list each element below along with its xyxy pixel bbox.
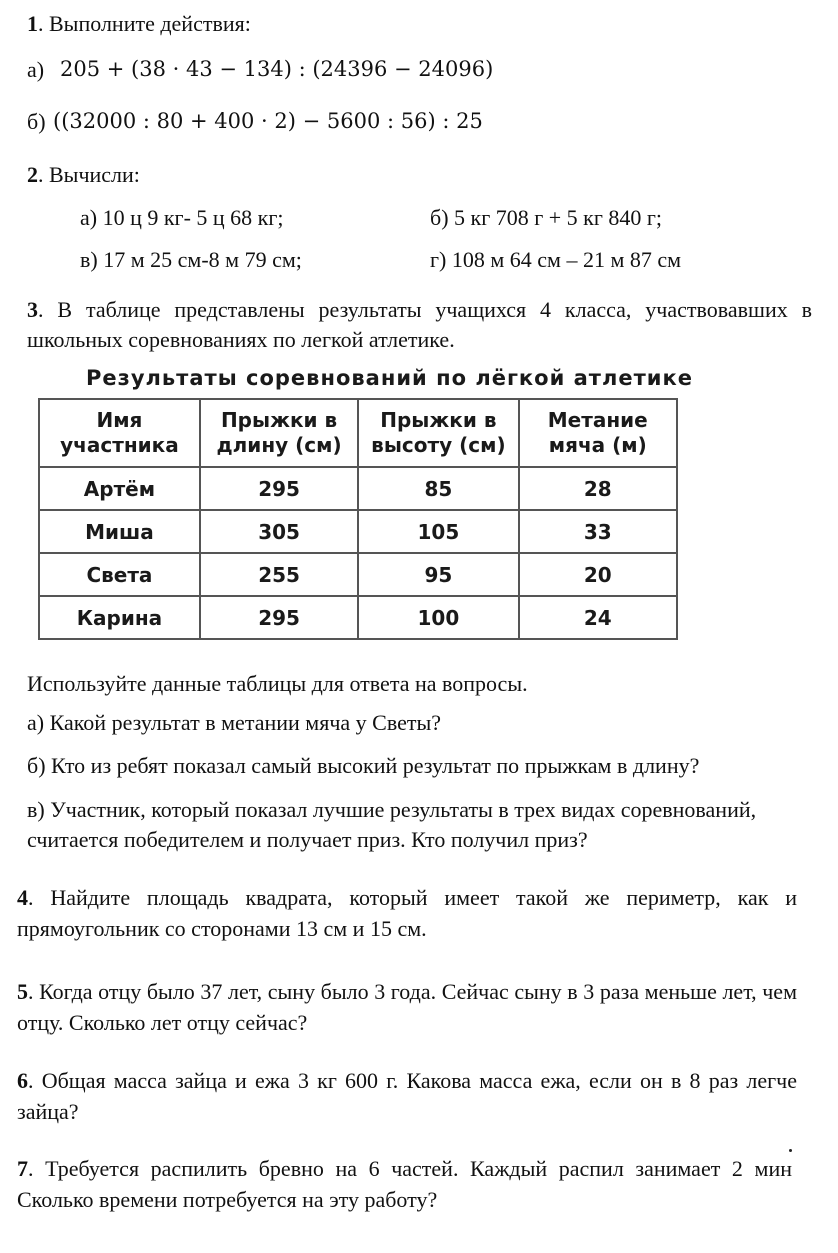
task-number: 2 <box>27 162 38 187</box>
results-table <box>38 398 678 640</box>
header-long-jump <box>200 399 358 467</box>
header-ball-throw <box>519 399 677 467</box>
task-4 <box>17 882 797 944</box>
task-text: . В таблице представлены результаты учащихся 4 класса, участвовавших в школьных соревнованиях по легкой атлетике. <box>27 297 812 352</box>
cell-ball-throw: 28 <box>519 467 677 510</box>
table-row <box>39 467 677 510</box>
cell-name: Света <box>39 553 200 596</box>
task-1a-expression: 205 + (38 · 43 − 134) : (24396 − 24096) <box>60 57 494 81</box>
task-1a-label: а) <box>27 57 45 82</box>
task-2c: в) 17 м 25 см-8 м 79 см; <box>80 247 302 272</box>
header-line: участника <box>60 433 179 457</box>
header-line: Прыжки в <box>220 408 338 432</box>
cell-high-jump: 85 <box>358 467 518 510</box>
cell-name: Артём <box>39 467 200 510</box>
task-2a: а) 10 ц 9 кг- 5 ц 68 кг; <box>80 205 284 230</box>
task-number: 1 <box>27 11 38 36</box>
header-line: длину (см) <box>216 433 342 457</box>
cell-high-jump: 95 <box>358 553 518 596</box>
table-row <box>39 553 677 596</box>
task-5 <box>17 976 797 1038</box>
cell-long-jump: 295 <box>200 596 358 639</box>
task-6 <box>17 1065 797 1127</box>
task-3-question-b: б) Кто из ребят показал самый высокий результат по прыжкам в длину? <box>27 753 700 778</box>
task-3-question-a: а) Какой результат в метании мяча у Светы? <box>27 710 442 735</box>
task-text: . Общая масса зайца и ежа 3 кг 600 г. Какова масса ежа, если он в 8 раз легче зайца? <box>17 1068 797 1124</box>
task-text: . Вычисли: <box>38 162 140 187</box>
cell-high-jump: 100 <box>358 596 518 639</box>
cell-ball-throw: 33 <box>519 510 677 553</box>
task-7 <box>17 1153 792 1215</box>
task-1b-expression: ((32000 : 80 + 400 · 2) − 5600 : 56) : 25 <box>53 109 483 133</box>
task-number: 4 <box>17 885 28 910</box>
header-line: Метание <box>547 408 648 432</box>
task-number: 6 <box>17 1068 28 1093</box>
cell-ball-throw: 24 <box>519 596 677 639</box>
cell-name: Карина <box>39 596 200 639</box>
header-line: высоту (см) <box>371 433 506 457</box>
task-2-heading <box>27 162 140 188</box>
cell-high-jump: 105 <box>358 510 518 553</box>
cell-long-jump: 255 <box>200 553 358 596</box>
table-title: Результаты соревнований по лёгкой атлетике <box>86 366 693 390</box>
cell-ball-throw: 20 <box>519 553 677 596</box>
cell-long-jump: 305 <box>200 510 358 553</box>
table-row <box>39 596 677 639</box>
task-text: . Найдите площадь квадрата, который имеет такой же периметр, как и прямоугольник со сторонами 13 см и 15 см. <box>17 885 797 941</box>
header-high-jump <box>358 399 518 467</box>
table-row <box>39 510 677 553</box>
task-3-question-c: в) Участник, который показал лучшие результаты в трех видах соревнований, считается победителем и получает приз. Кто получил приз? <box>27 797 757 852</box>
task-1-heading <box>27 11 251 37</box>
header-line: Прыжки в <box>380 408 497 432</box>
cell-name: Миша <box>39 510 200 553</box>
task-1b-label: б) <box>27 109 46 134</box>
header-name <box>39 399 200 467</box>
task-2b: б) 5 кг 708 г + 5 кг 840 г; <box>430 205 663 230</box>
task-number: 5 <box>17 979 28 1004</box>
task-text: . Когда отцу было 37 лет, сыну было 3 года. Сейчас сыну в 3 раза меньше лет, чем отцу. Сколько лет отцу сейчас? <box>17 979 797 1035</box>
task-3-intro: Используйте данные таблицы для ответа на вопросы. <box>27 671 528 696</box>
task-text: . Выполните действия: <box>38 11 251 36</box>
header-line: Имя <box>96 408 143 432</box>
task-3-heading <box>27 295 812 355</box>
stray-dot <box>789 1149 792 1152</box>
task-text: . Требуется распилить бревно на 6 частей. Каждый распил занимает 2 мин Сколько времени потребуется на эту работу? <box>17 1156 792 1212</box>
task-number: 3 <box>27 297 38 322</box>
task-number: 7 <box>17 1156 28 1181</box>
header-line: мяча (м) <box>548 433 647 457</box>
table-header-row <box>39 399 677 467</box>
task-2d: г) 108 м 64 см – 21 м 87 см <box>430 247 682 272</box>
cell-long-jump: 295 <box>200 467 358 510</box>
